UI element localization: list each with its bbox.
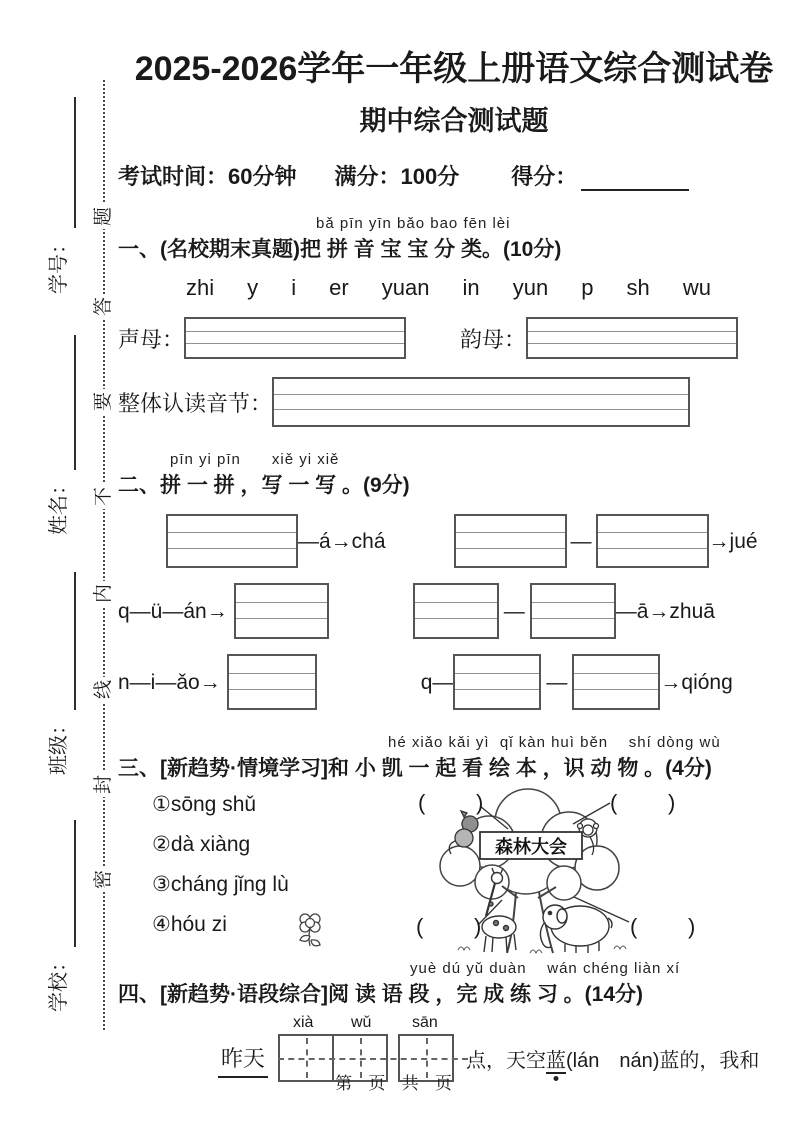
passage-emph-char: 蓝 [546, 1050, 566, 1073]
passage-pinyin-choice[interactable]: (lán nán) [566, 1050, 660, 1073]
zhengti-answer-grid[interactable] [272, 377, 690, 427]
name-blank-line[interactable] [74, 335, 76, 470]
exercise-text: →qióng [660, 670, 733, 694]
syllable: wu [682, 275, 711, 301]
answer-grid[interactable] [530, 583, 616, 639]
answer-grid[interactable] [227, 654, 317, 710]
exercise-text: q—ü—án→ [118, 599, 228, 623]
student-no-label: 学号： [48, 234, 70, 294]
answer-grid[interactable] [413, 583, 499, 639]
seal-char-6: 线 [91, 677, 116, 702]
section1-pinyin: bǎ pīn yīn bǎo bao fēn lèi [316, 215, 511, 233]
section3-heading: 三、[新趋势·情境学习]和 小 凯 一 起 看 绘 本 ，识 动 物 。(4分) [118, 757, 712, 781]
answer-paren-top-right[interactable]: ( ) [610, 790, 678, 816]
full-score: 满分：100分 [334, 164, 460, 190]
banner-text-svg: 森林大会 [495, 837, 567, 858]
yunmu-answer-grid[interactable] [526, 317, 738, 359]
exercise-text: —á→chá [298, 529, 386, 553]
syllable: in [462, 275, 480, 301]
writing-box-midline [278, 1058, 468, 1060]
section2-pinyin: pīn yi pīn xiě yi xiě [170, 451, 340, 469]
section4-pinyin: yuè dú yǔ duàn wán chéng liàn xí [410, 960, 681, 978]
syllable: yuan [381, 275, 430, 301]
paper-subtitle: 期中综合测试题 [359, 106, 549, 137]
class-blank-line[interactable] [74, 572, 76, 710]
syllable: i [291, 275, 297, 301]
score-blank[interactable] [581, 165, 689, 191]
student-no-blank-line[interactable] [74, 97, 76, 228]
syllable: y [247, 275, 259, 301]
lead-word: 昨天 [218, 1042, 268, 1078]
exercise-text: q— [420, 670, 454, 694]
seal-char-1: 题 [91, 204, 116, 229]
answer-paren-bottom-right[interactable]: ( ) [630, 914, 698, 940]
animal-item-3: ③cháng jǐng lù [152, 873, 289, 897]
passage-text-post: 蓝的，我和 [659, 1050, 760, 1073]
answer-grid[interactable] [572, 654, 660, 710]
exercise-text: →jué [708, 529, 758, 553]
animal-item-1: ①sōng shǔ [152, 793, 257, 817]
flower-icon [300, 914, 320, 946]
school-label: 学校： [48, 952, 70, 1012]
paper-title: 2025-2026学年一年级上册语文综合测试卷 [134, 50, 774, 88]
answer-grid[interactable] [454, 514, 567, 568]
zhengti-label: 整体认读音节： [118, 390, 273, 416]
answer-grid[interactable] [234, 583, 329, 639]
class-label: 班级： [48, 715, 70, 775]
answer-paren-top-left[interactable]: ( ) [418, 790, 486, 816]
score-label: 得分： [511, 164, 578, 190]
section4-heading: 四、[新趋势·语段综合]阅 读 语 段 ，完 成 练 习 。(14分) [118, 983, 643, 1007]
seal-char-4: 不 [91, 484, 116, 509]
exam-info-row [118, 160, 790, 191]
syllable: p [581, 275, 594, 301]
exercise-row-3 [118, 654, 790, 710]
exercise-text: n—i—ǎo→ [118, 670, 221, 694]
seal-char-2: 答 [91, 294, 116, 319]
box-pinyin-2: wǔ [351, 1014, 372, 1032]
answer-grid[interactable] [596, 514, 709, 568]
syllable-row [186, 275, 711, 301]
answer-grid[interactable] [166, 514, 298, 568]
animal-item-4: ④hóu zi [152, 913, 227, 937]
yunmu-label: 韵母： [460, 326, 527, 352]
exercise-dash: — [546, 670, 568, 694]
name-label: 姓名： [48, 475, 70, 535]
box-pinyin-1: xià [293, 1014, 314, 1032]
exercise-row-1 [118, 514, 790, 568]
exercise-dash: — [503, 599, 525, 623]
picture-exercise [118, 786, 790, 954]
section1-heading: 一、(名校期末真题)把 拼 音 宝 宝 分 类。(10分) [118, 238, 562, 262]
syllable: zhi [186, 275, 215, 301]
syllable: sh [626, 275, 650, 301]
exercise-text: —ā→zhuā [615, 599, 715, 623]
answer-grid[interactable] [453, 654, 541, 710]
box-pinyin-3: sān [412, 1014, 438, 1032]
section2-heading: 二、拼 一 拼 ，写 一 写 。(9分) [118, 474, 410, 498]
exam-time: 考试时间：60分钟 [118, 164, 297, 190]
shengmu-label: 声母： [118, 326, 185, 352]
seal-char-3: 要 [91, 389, 116, 414]
page-footer: 第 页 共 页 [335, 1074, 458, 1093]
shengmu-answer-grid[interactable] [184, 317, 406, 359]
animal-item-2: ②dà xiàng [152, 833, 251, 857]
section3-pinyin: hé xiǎo kǎi yì qǐ kàn huì běn shí dòng wù [388, 734, 721, 752]
syllable: er [329, 275, 349, 301]
passage-text-pre: 点，天空 [466, 1050, 546, 1073]
seal-char-7: 封 [91, 772, 116, 797]
answer-paren-bottom-left[interactable]: ( ) [416, 914, 484, 940]
syllable: yun [512, 275, 549, 301]
content-column [118, 50, 790, 1122]
exercise-row-2 [118, 583, 790, 639]
exercise-dash: — [570, 529, 592, 553]
school-blank-line[interactable] [74, 820, 76, 947]
seal-char-5: 内 [91, 581, 116, 606]
seal-char-8: 密 [91, 867, 116, 892]
